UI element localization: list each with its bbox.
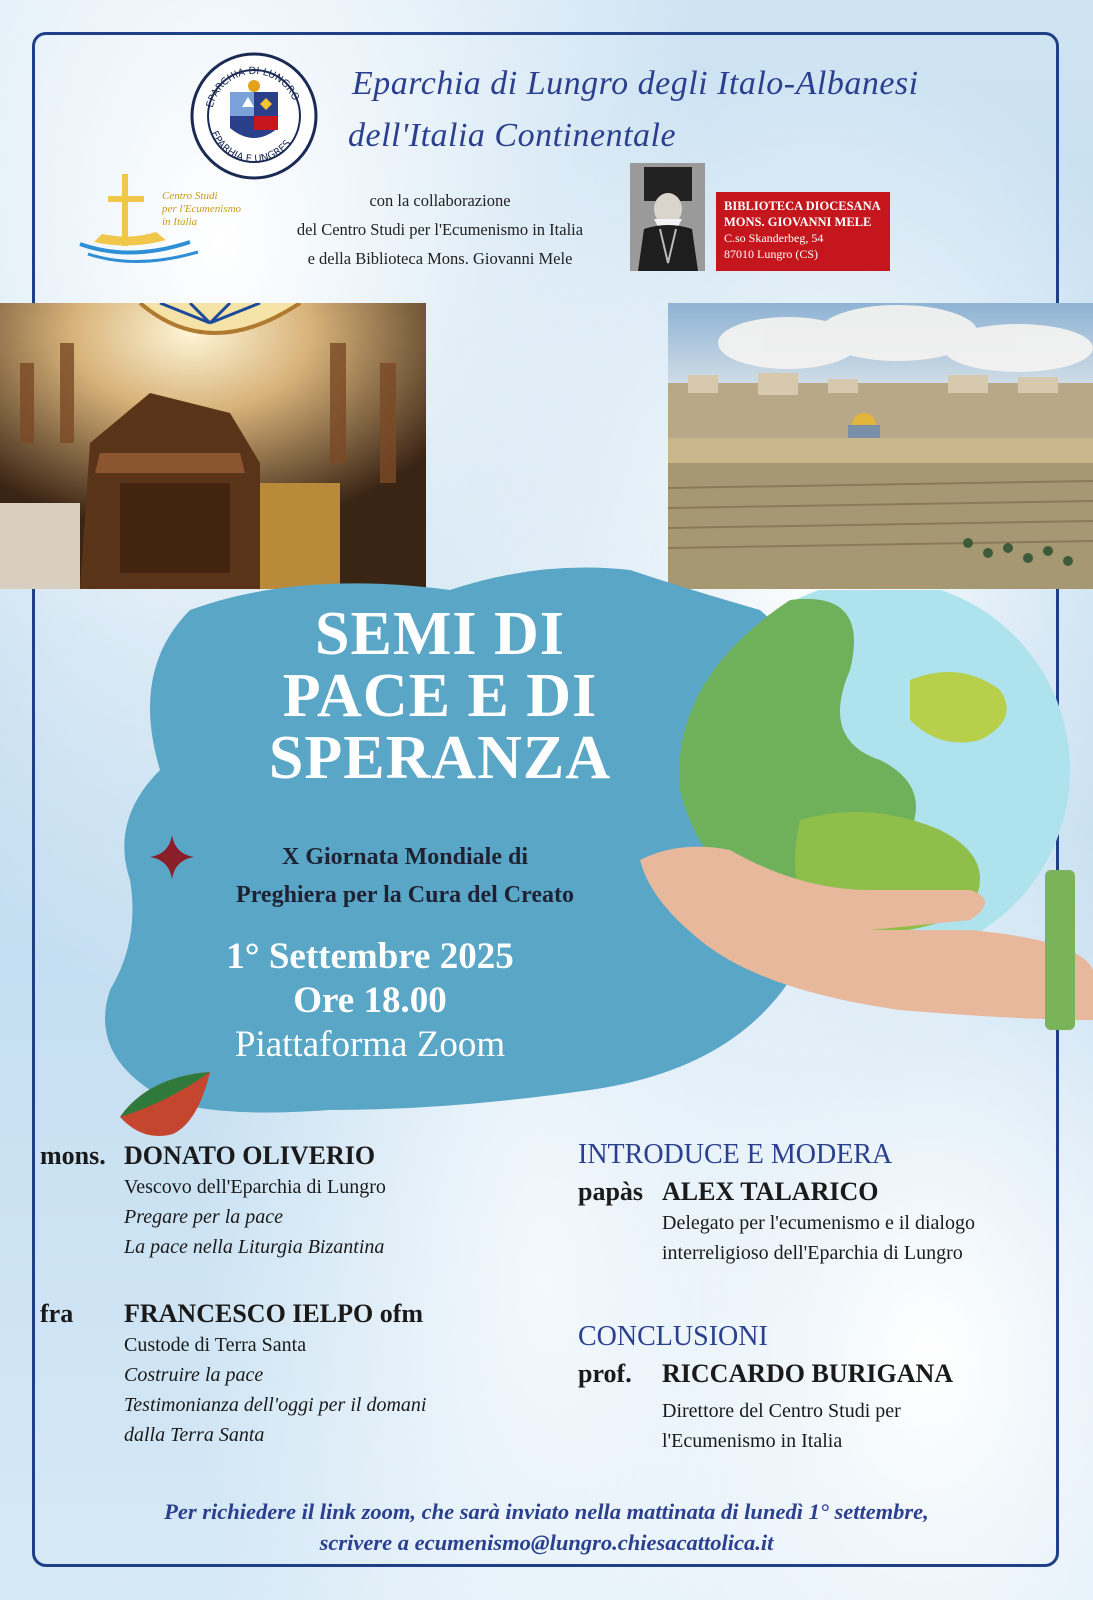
globe-in-hand-illustration [640,590,1093,1060]
speaker-talk: La pace nella Liturgia Bizantina [124,1236,385,1258]
subtitle-line1: X Giornata Mondiale di [281,844,528,870]
jerusalem-panorama-photo [668,303,1093,589]
event-date: 1° Settembre 2025 [226,936,514,977]
library-label [716,192,890,271]
collab-line3: e della Biblioteca Mons. Giovanni Mele [307,249,573,268]
library-line4: 87010 Lungro (CS) [724,247,818,261]
collab-line1: con la collaborazione [369,191,511,210]
ecumenism-logo-line1: Centro Studi [162,190,218,202]
zoom-link-note [60,1496,1033,1558]
speaker-name: FRANCESCO IELPO ofm [124,1299,424,1328]
speaker-role: Vescovo dell'Eparchia di Lungro [124,1176,386,1198]
speaker-talk: Costruire la pace [124,1364,264,1386]
leaf-icon [118,1072,213,1142]
title-line1: SEMI DI [315,600,565,668]
event-title [180,600,700,792]
title-line3: SPERANZA [268,724,612,792]
sparkle-star-icon [150,835,194,879]
speaker-prefix: mons. [40,1141,106,1170]
speaker-prefix: papàs [578,1177,644,1206]
ecumenism-logo-line3: in Italia [162,216,198,228]
eparchy-title-line1: Eparchia di Lungro degli Italo-Albanesi [352,65,919,102]
seal-text-top: EPARCHIA DI LUNGRO [204,65,301,109]
library-line2: MONS. GIOVANNI MELE [724,215,872,229]
speaker-name: RICCARDO BURIGANA [662,1359,954,1388]
collab-line2: del Centro Studi per l'Ecumenismo in Italia [296,220,584,239]
library-line3: C.so Skanderbeg, 54 [724,231,824,245]
speaker-role-line: interreligioso dell'Eparchia di Lungro [662,1242,963,1264]
speaker-role-line: l'Ecumenismo in Italia [662,1430,843,1452]
ecumenism-center-logo [70,170,240,280]
speaker-name: ALEX TALARICO [662,1177,879,1206]
holy-sepulchre-photo [0,303,426,589]
speaker-prefix: prof. [578,1359,632,1388]
speaker-prefix: fra [40,1299,74,1328]
eparchy-seal-icon [190,52,318,180]
title-line2: PACE E DI [282,662,598,730]
footer-email-line[interactable]: scrivere a ecumenismo@lungro.chiesacattolica.it [319,1530,774,1555]
speaker-talk: Pregare per la pace [124,1206,284,1228]
event-subtitle [190,838,620,914]
ecumenism-logo-line2: per l'Ecumenismo [162,203,242,215]
speaker-role-line: Delegato per l'ecumenismo e il dialogo [662,1212,975,1234]
section-heading-conclusions: CONCLUSIONI [578,1321,768,1352]
eparchy-title-line2: dell'Italia Continentale [348,117,677,154]
footer-line1: Per richiedere il link zoom, che sarà inviato nella mattinata di lunedì 1° settembre, [164,1499,929,1524]
eparchy-title [348,58,972,162]
speaker-role: Custode di Terra Santa [124,1334,307,1356]
speaker-name: DONATO OLIVERIO [124,1141,376,1170]
seal-text-bottom: EPARHIA E UNGRES [208,129,294,166]
event-platform: Piattaforma Zoom [234,1024,506,1065]
library-line1: BIBLIOTECA DIOCESANA [724,199,881,213]
speaker-talk: dalla Terra Santa [124,1424,265,1446]
speaker-role-line: Direttore del Centro Studi per [662,1400,901,1422]
speaker-talk: Testimonianza dell'oggi per il domani [124,1394,427,1416]
collaboration-note [265,186,615,273]
subtitle-line2: Preghiera per la Cura del Creato [236,882,574,908]
section-heading-moderator: INTRODUCE E MODERA [578,1139,893,1170]
bishop-portrait-photo [630,163,705,271]
event-time: Ore 18.00 [293,980,447,1021]
